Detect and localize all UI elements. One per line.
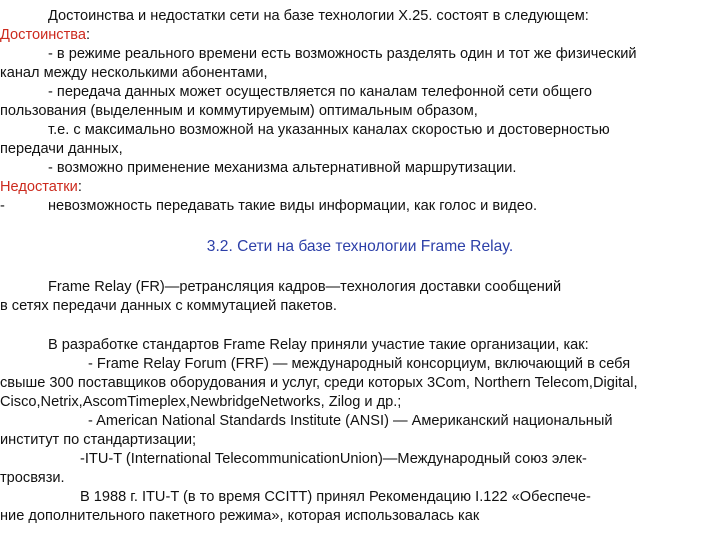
ansi-line-2: институт по стандартизации; [0,432,197,448]
disadvantage-1 [0,197,720,216]
advantage-3: - возможно применение механизма альтернативной маршрутизации. [48,160,517,176]
advantage-1-line-2: канал между несколькими абонентами, [0,65,268,81]
advantages-label: Достоинства [0,27,86,43]
intro-text: Достоинства и недостатки сети на базе технологии X.25. состоят в следующем: [48,8,589,24]
advantage-1-line-1: - в режиме реального времени есть возможность разделять один и тот же физический [48,46,637,62]
frf-line-3: Cisco,Netrix,AscomTimeplex,NewbridgeNetworks, Zilog и др.; [0,394,402,410]
frf-line-1: - Frame Relay Forum (FRF) — международный консорциум, включающий в себя [88,356,631,372]
disadvantage-1-text: невозможность передавать такие виды информации, как голос и видео. [48,198,538,214]
itu-line-2: тросвязи. [0,470,65,486]
section-heading: 3.2. Сети на базе технологии Frame Relay. [206,238,514,255]
advantage-2-line-2: пользования (выделенным и коммутируемым) оптимальным образом, [0,103,478,119]
disadvantages-heading [0,178,720,197]
frame-relay-def-line-2: в сетях передачи данных с коммутацией пакетов. [0,298,337,314]
disadvantage-dash: - [0,198,5,214]
advantage-2-line-1: - передача данных может осуществляется по каналам телефонной сети общего [48,84,593,100]
disadvantages-label: Недостатки [0,179,78,195]
history-line-2: ние дополнительного пакетного режима», которая использовалась как [0,508,480,524]
advantages-colon: : [86,27,91,43]
advantage-2-line-4: передачи данных, [0,141,123,157]
advantages-heading [0,26,720,45]
advantage-2-line-3: т.е. с максимально возможной на указанных каналах скоростью и достоверностью [48,122,610,138]
frf-line-2: свыше 300 поставщиков оборудования и услуг, среди которых 3Com, Northern Telecom,Digital, [0,375,638,391]
disadvantages-colon: : [77,179,82,195]
history-line-1: В 1988 г. ITU-T (в то время CCITT) принял Рекомендацию I.122 «Обеспече- [80,489,591,505]
frame-relay-def-line-1: Frame Relay (FR)—ретрансляция кадров—технология доставки сообщений [48,279,562,295]
organizations-intro: В разработке стандартов Frame Relay приняли участие такие организации, как: [48,337,589,353]
itu-line-1: -ITU-T (International TelecommunicationUnion)—Международный союз элек- [80,451,587,467]
ansi-line-1: - American National Standards Institute (ANSI) — Американский национальный [88,413,613,429]
